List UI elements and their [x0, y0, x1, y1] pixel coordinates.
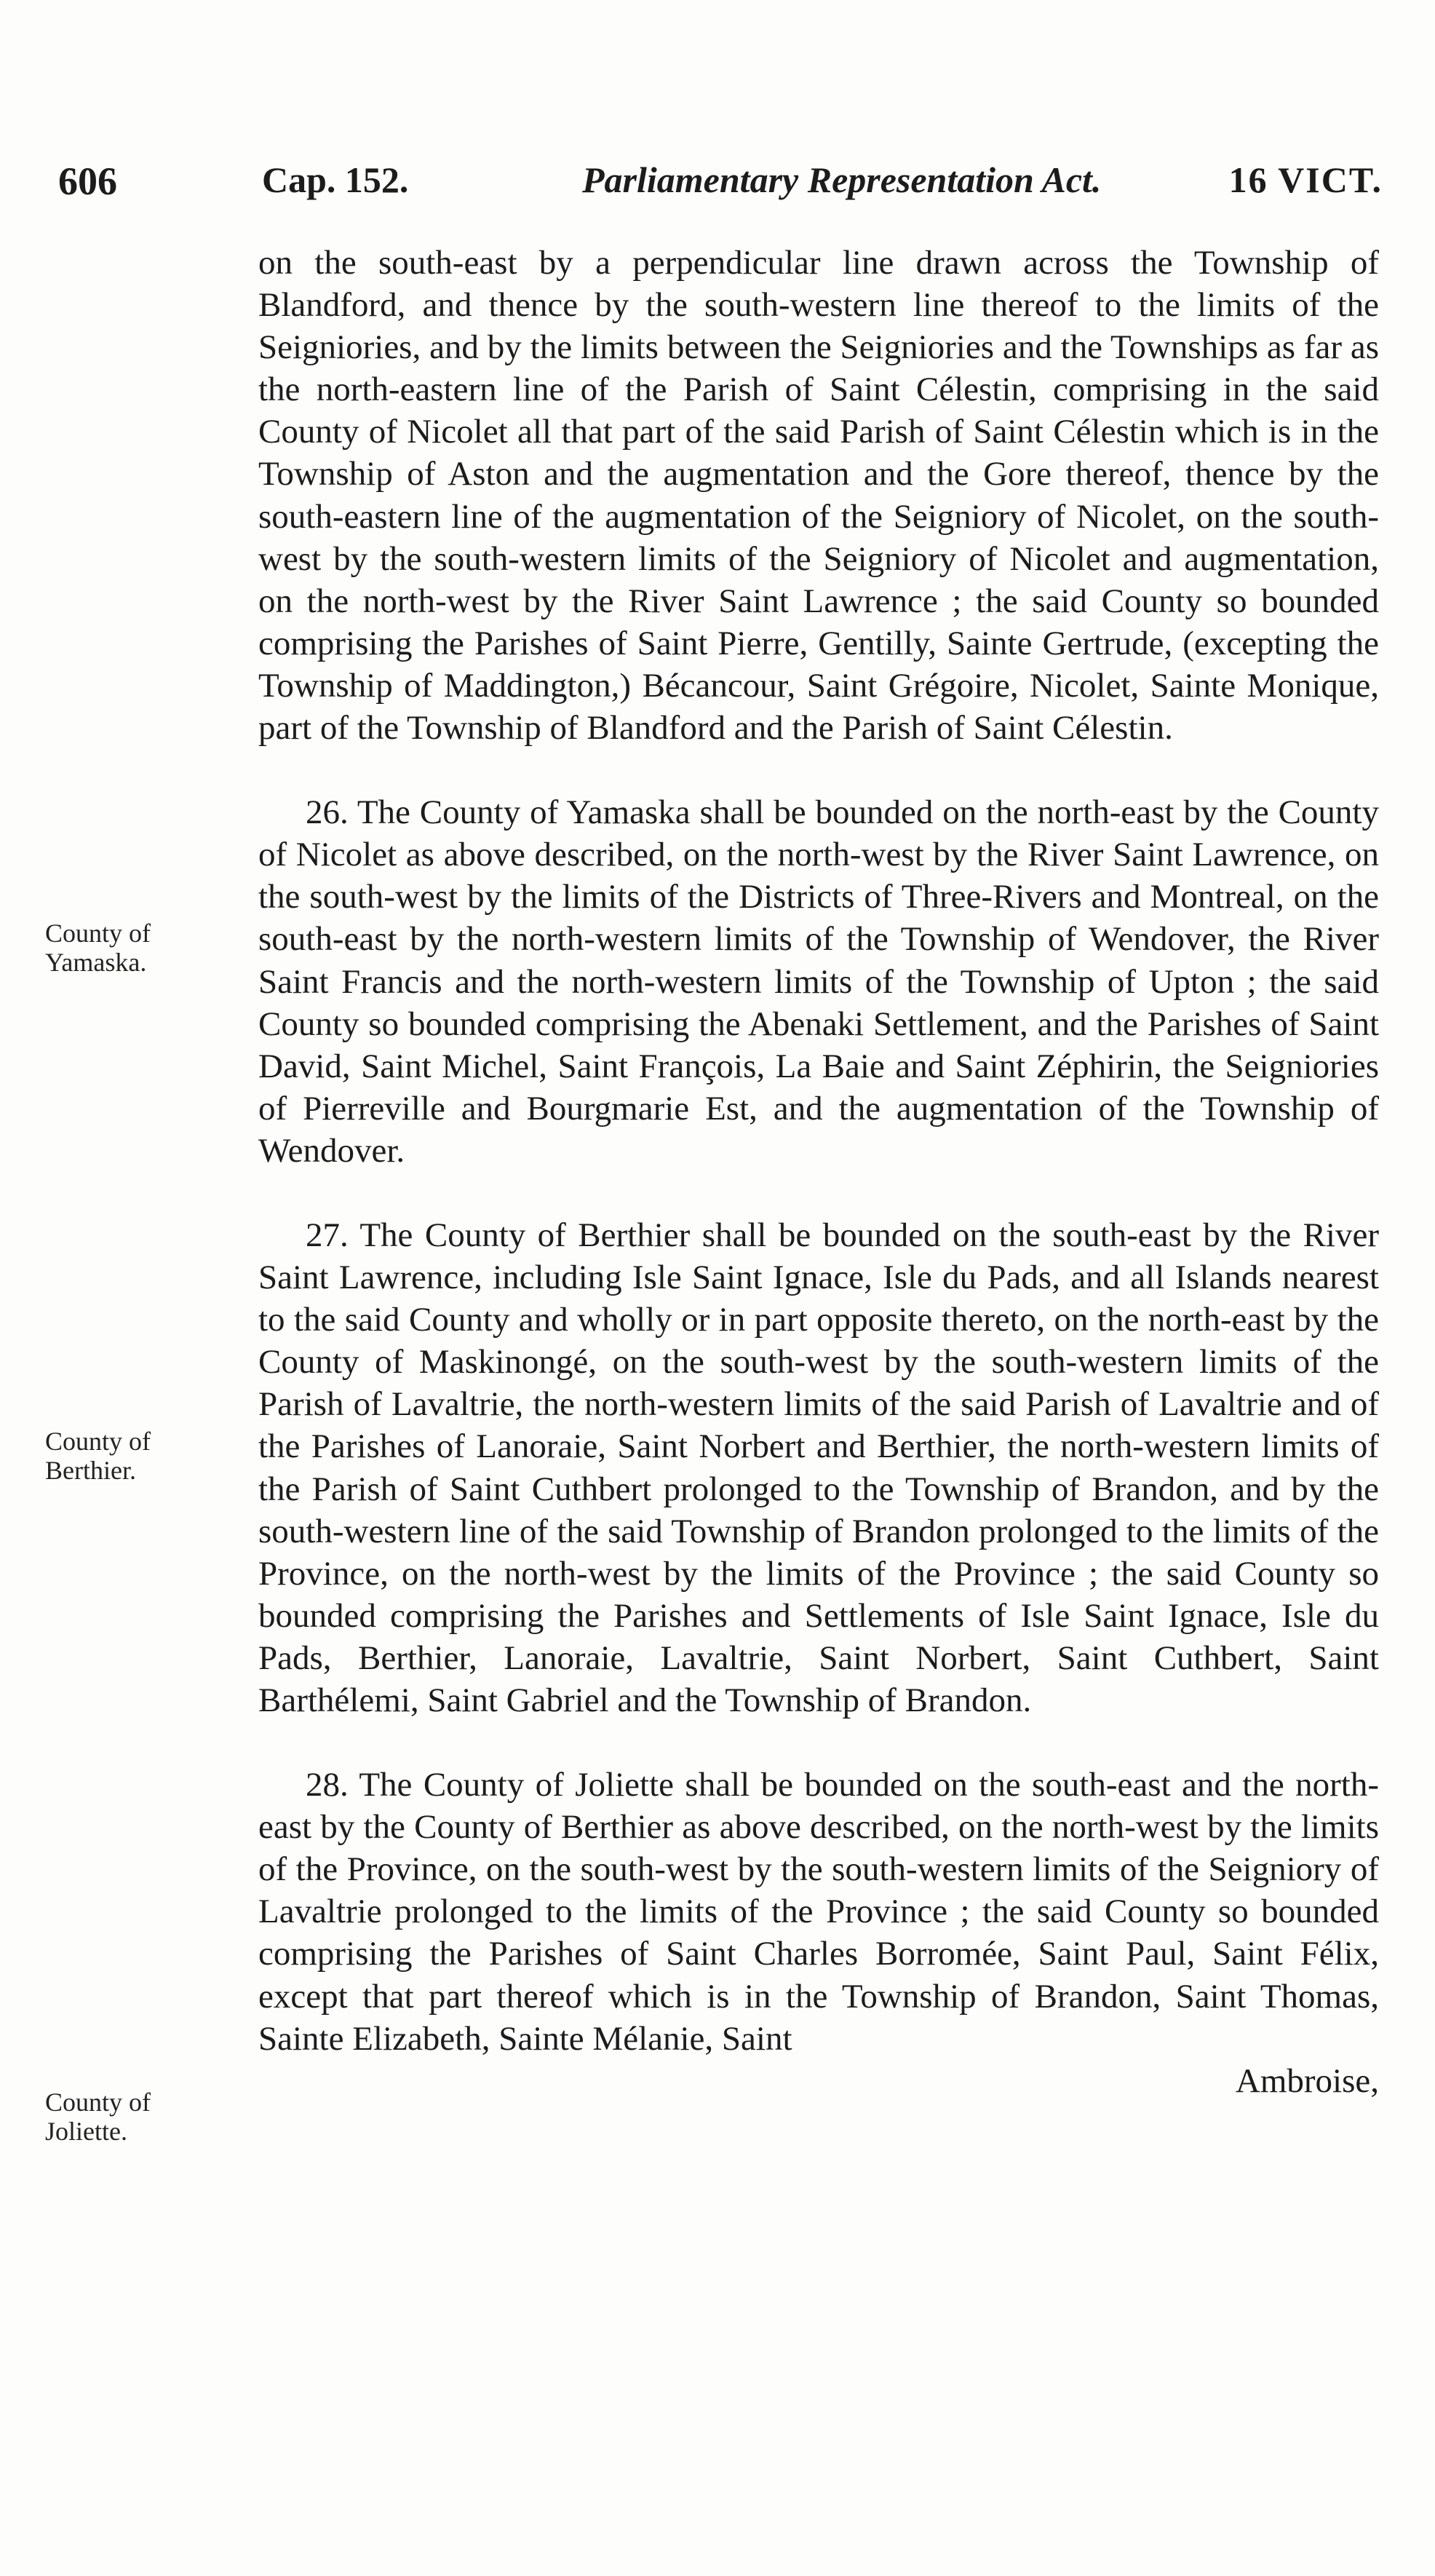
paragraph-gap	[258, 1721, 1379, 1764]
paragraph-gap	[258, 1172, 1379, 1214]
sidenote-line: County of	[45, 1427, 151, 1456]
sidenote-yamaska	[45, 919, 227, 977]
body-text	[258, 242, 1379, 2102]
sidenote-line: County of	[45, 919, 151, 948]
running-header	[58, 159, 1383, 210]
section-26: 26. The County of Yamaska shall be bounded on the north-east by the County of Nicolet as above described, on the north-west by the River Saint Lawrence, on the south-west by the limits of the Districts of Three-Rivers and Montreal, on the south-east by the north-western limits of the Township of Wendover, the River Saint Francis and the north-western limits of the Township of Upton ; the said County so bounded comprising the Abenaki Settlement, and the Parishes of Saint David, Saint Michel, Saint François, La Baie and Saint Zéphirin, the Seigniories of Pierreville and Bourgmarie Est, and the augmentation of the Township of Wendover.	[258, 793, 1379, 1170]
regnal-year: 16 VICT.	[1228, 159, 1383, 200]
sidenote-line: Yamaska.	[45, 948, 147, 977]
section-28: 28. The County of Joliette shall be bounded on the south-east and the north-east by the County of Berthier as above described, on the north-west by the limits of the Province, on the south-west by the south-western limits of the Seigniory of Lavaltrie prolonged to the limits of the Province ; the said County so bounded comprising the Parishes of Saint Charles Borromée, Saint Paul, Saint Félix, except that part thereof which is in the Township of Brandon, Saint Thomas, Sainte Elizabeth, Sainte Mélanie, Saint	[258, 1766, 1379, 2058]
page-number: 606	[58, 159, 117, 203]
section-27: 27. The County of Berthier shall be bounded on the south-east by the River Saint Lawrence, including Isle Saint Ignace, Isle du Pads, and all Islands nearest to the said County and wholly or in part opposite thereto, on the north-east by the County of Maskinongé, on the south-west by the south-western limits of the Parish of Lavaltrie, the north-western limits of the said Parish of Lavaltrie and of the Parishes of Lanoraie, Saint Norbert and Berthier, the north-western limits of the Parish of Saint Cuthbert prolonged to the Township of Brandon, and by the south-western line of the said Township of Brandon prolonged to the limits of the Province, on the north-west by the limits of the Province ; the said County so bounded comprising the Parishes and Settlements of Isle Saint Ignace, Isle du Pads, Berthier, Lanoraie, Lavaltrie, Saint Norbert, Saint Cuthbert, Saint Barthélemi, Saint Gabriel and the Township of Brandon.	[258, 1216, 1379, 1719]
act-title: Parliamentary Representation Act.	[582, 159, 1102, 200]
catchword: Ambroise,	[1235, 2061, 1379, 2100]
sidenote-line: Joliette.	[45, 2117, 127, 2146]
paragraph-continuation: on the south-east by a perpendicular line drawn across the Township of Blandford, and thence by the south-western line thereof to the limits of the Seigniories, and by the limits between the Seigniories and the Townships as far as the north-eastern line of the Parish of Saint Célestin, comprising in the said County of Nicolet all that part of the said Parish of Saint Célestin which is in the Township of Aston and the augmentation and the Gore thereof, thence by the south-eastern line of the augmentation of the Seigniory of Nicolet, on the south-west by the south-western limits of the Seigniory of Nicolet and augmentation, on the north-west by the River Saint Lawrence ; the said County so bounded comprising the Parishes of Saint Pierre, Gentilly, Sainte Gertrude, (excepting the Township of Maddington,) Bécancour, Saint Grégoire, Nicolet, Sainte Monique, part of the Township of Blandford and the Parish of Saint Célestin.	[258, 244, 1379, 748]
sidenote-line: Berthier.	[45, 1456, 136, 1485]
sidenote-berthier	[45, 1427, 227, 1485]
sidenote-joliette	[45, 2088, 227, 2146]
sidenote-line: County of	[45, 2088, 151, 2117]
paragraph-gap	[258, 749, 1379, 791]
chapter-number: Cap. 152.	[262, 159, 409, 200]
